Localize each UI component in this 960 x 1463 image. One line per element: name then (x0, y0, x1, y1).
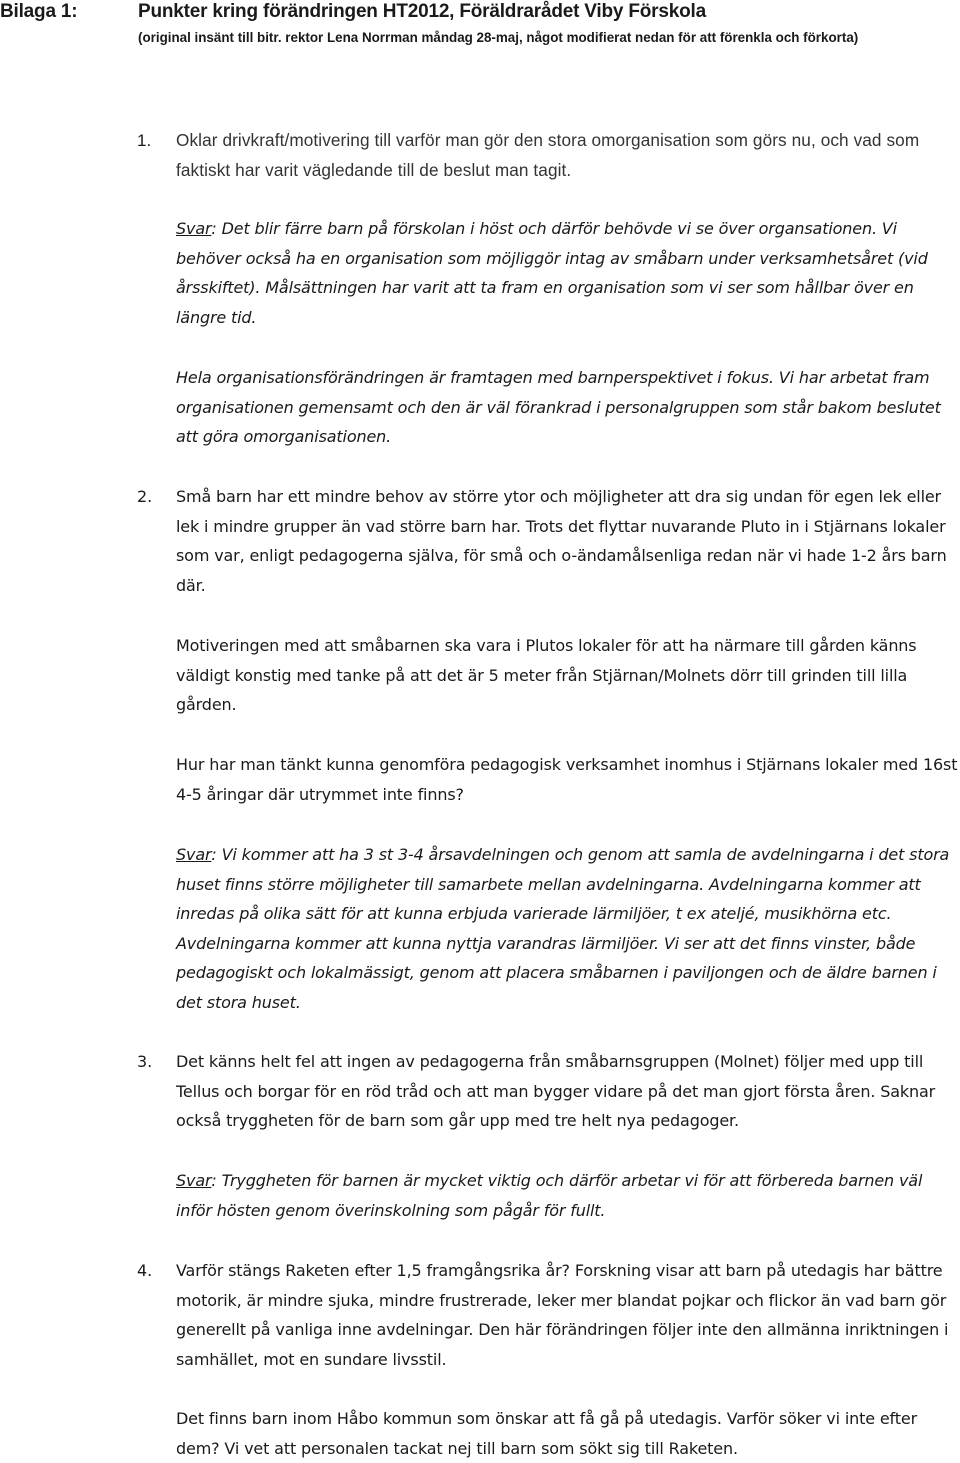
answer-text: : Tryggheten för barnen är mycket viktig och därför arbetar vi för att förbereda barnen väl inför hösten genom överinskolning som pågår för fullt. (176, 1171, 923, 1220)
answer-label: Svar (176, 219, 212, 238)
item-4-paragraph-1: Varför stängs Raketen efter 1,5 framgångsrika år? Forskning visar att barn på utedagis har bättre motorik, är mindre sjuka, mindre frustrerade, leker mer blandat pojkar och flickor än vad barn gör generellt på vanliga inne avdelningar. Den här förändringen följer inte den allmänna inriktningen i samhället, mot en sundare livsstil. (176, 1261, 949, 1369)
item-number-2: 2. (137, 487, 153, 506)
item-2-answer (176, 840, 960, 1018)
item-1-answer-continued: Hela organisationsförändringen är framtagen med barnperspektivet i fokus. Vi har arbetat fram organisationen gemensamt och den är väl förankrad i personalgruppen som står bakom beslutet att göra omorganisationen. (176, 368, 941, 447)
document-title: Punkter kring förändringen HT2012, Föräldrarådet Viby Förskola (138, 1, 706, 22)
item-1-answer (176, 214, 960, 332)
item-3-paragraph: Det känns helt fel att ingen av pedagogerna från småbarnsgruppen (Molnet) följer med upp till Tellus och borgar för en röd tråd och att man bygger vidare på det man gjort första åren. Saknar också tryggheten för de barn som går upp med tre helt nya pedagoger. (176, 1052, 936, 1131)
item-3-answer (176, 1166, 960, 1225)
item-number-1: 1. (137, 131, 152, 150)
answer-text: : Det blir färre barn på förskolan i höst och därför behövde vi se över organsationen. Vi behöver också ha en organisation som möjliggör intag av småbarn under verksamhetsåret (vid årsskiftet). Målsättningen har varit att ta fram en organisation som vi ser som hållbar över en längre tid. (176, 219, 928, 327)
answer-label: Svar (176, 845, 212, 864)
item-1-question: Oklar drivkraft/motivering till varför man gör den stora omorganisation som görs nu, och vad som faktiskt har varit vägledande till de beslut man tagit. (176, 130, 920, 180)
answer-label: Svar (176, 1171, 212, 1190)
item-4-paragraph-2: Det finns barn inom Håbo kommun som önskar att få gå på utedagis. Varför söker vi inte efter dem? Vi vet att personalen tackat nej till barn som sökt sig till Raketen. (176, 1409, 918, 1458)
answer-text: : Vi kommer att ha 3 st 3-4 årsavdelningen och genom att samla de avdelningarna i det stora huset finns större möjligheter till samarbete mellan avdelningarna. Avdelningarna kommer att inredas på olika sätt för att kunna erbjuda varierade lärmiljöer, t ex ateljé, musikhörna etc. Avdelningarna kommer att kunna nyttja varandras lärmiljöer. Vi ser att det finns vinster, både pedagogiskt och lokalmässigt, genom att placera småbarnen i paviljongen och de äldre barnen i det stora huset. (176, 845, 950, 1012)
appendix-label: Bilaga 1: (0, 1, 78, 22)
item-2-paragraph-3: Hur har man tänkt kunna genomföra pedagogisk verksamhet inomhus i Stjärnans lokaler med 16st 4-5 åringar där utrymmet inte finns? (176, 755, 958, 804)
item-2-paragraph-2: Motiveringen med att småbarnen ska vara i Plutos lokaler för att ha närmare till gården känns väldigt konstig med tanke på att det är 5 meter från Stjärnan/Molnets dörr till grinden till lilla gården. (176, 636, 917, 715)
document-subtitle: (original insänt till bitr. rektor Lena Norrman måndag 28-maj, något modifierat nedan för att förenkla och förkorta) (138, 30, 859, 45)
item-2-paragraph-1: Små barn har ett mindre behov av större ytor och möjligheter att dra sig undan för egen lek eller lek i mindre grupper än vad större barn har. Trots det flyttar nuvarande Pluto in i Stjärnans lokaler som var, enligt pedagogerna själva, för små och o-ändamålsenliga redan när vi hade 1-2 års barn där. (176, 487, 947, 595)
item-number-4: 4. (137, 1261, 153, 1280)
item-number-3: 3. (137, 1052, 153, 1071)
